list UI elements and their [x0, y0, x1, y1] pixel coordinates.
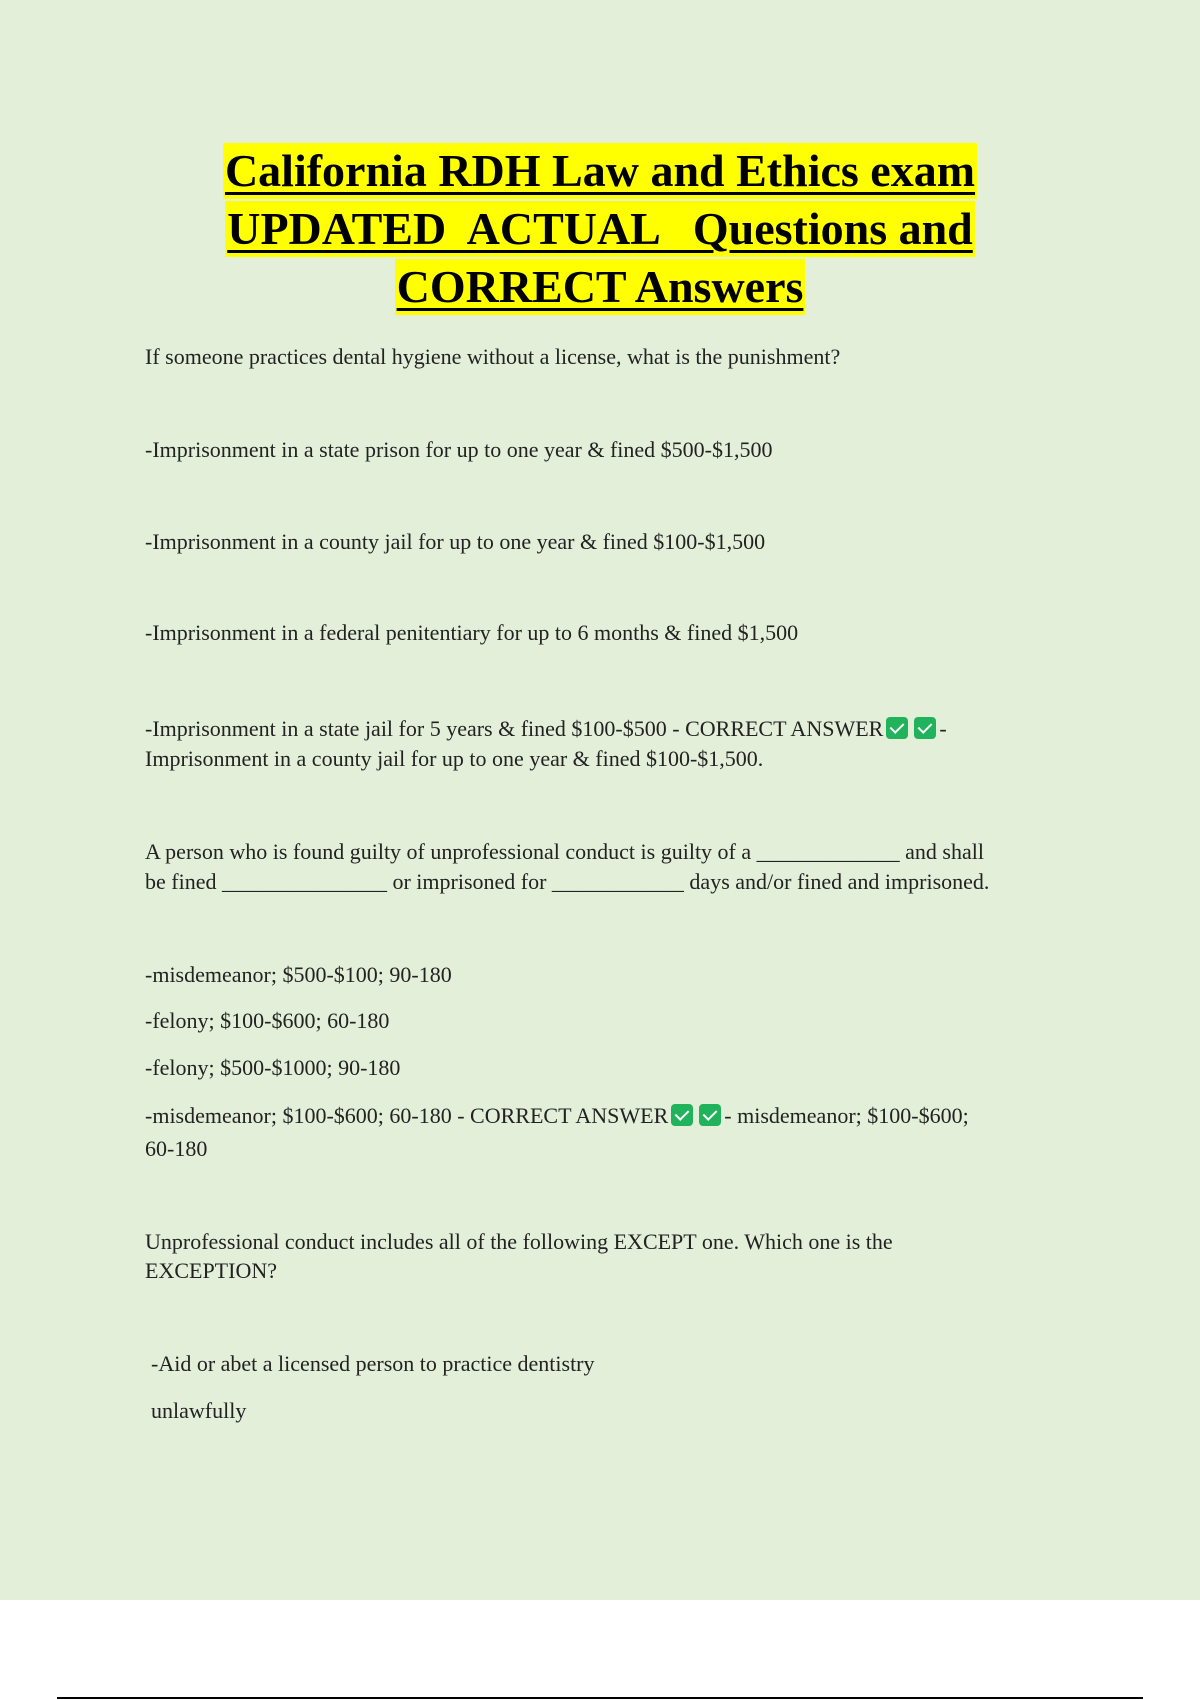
q3-question-line-2: EXCEPTION?: [145, 1258, 277, 1283]
check-box-icon: [914, 717, 936, 739]
title-line-2: UPDATED ACTUAL Questions and: [225, 201, 975, 257]
q2-question-line-2: be fined _______________ or imprisoned for ____________ days and/or fined and imprisoned.: [145, 869, 990, 894]
q1-option-4-line: [145, 714, 1085, 744]
check-box-icon: [671, 1104, 693, 1126]
q2-option-4-line: [145, 1101, 1085, 1131]
q2-answer: 60-180: [145, 1136, 208, 1161]
q3-option-1-line-1: -Aid or abet a licensed person to practice dentistry: [151, 1351, 595, 1376]
footer-divider: [57, 1697, 1143, 1699]
q1-answer: Imprisonment in a county jail for up to one year & fined $100-$1,500.: [145, 746, 764, 771]
q1-option-3: -Imprisonment in a federal penitentiary for up to 6 months & fined $1,500: [145, 620, 799, 645]
q2-option-3: -felony; $500-$1000; 90-180: [145, 1055, 401, 1080]
q2-option-4: -misdemeanor; $100-$600; 60-180 - CORRECT ANSWER: [145, 1103, 669, 1128]
title-line-1: California RDH Law and Ethics exam: [223, 143, 977, 199]
q2-option-1: -misdemeanor; $500-$100; 90-180: [145, 962, 452, 987]
q2-answer-tail: - misdemeanor; $100-$600;: [724, 1103, 969, 1128]
check-box-icon: [699, 1104, 721, 1126]
q1-option-1: -Imprisonment in a state prison for up to one year & fined $500-$1,500: [145, 437, 773, 462]
q1-question: If someone practices dental hygiene without a license, what is the punishment?: [145, 344, 841, 369]
title-line-3: CORRECT Answers: [395, 259, 806, 315]
q1-option-2: -Imprisonment in a county jail for up to one year & fined $100-$1,500: [145, 529, 766, 554]
q1-option-4: -Imprisonment in a state jail for 5 years & fined $100-$500 - CORRECT ANSWER: [145, 716, 884, 741]
q2-question-line-1: A person who is found guilty of unprofessional conduct is guilty of a _____________ and shall: [145, 839, 984, 864]
q2-option-2: -felony; $100-$600; 60-180: [145, 1008, 390, 1033]
q1-answer-tail: -: [939, 716, 947, 741]
document-title: [0, 143, 1200, 317]
q3-option-1-line-2: unlawfully: [151, 1398, 247, 1423]
check-box-icon: [886, 717, 908, 739]
q3-question-line-1: Unprofessional conduct includes all of the following EXCEPT one. Which one is the: [145, 1229, 893, 1254]
